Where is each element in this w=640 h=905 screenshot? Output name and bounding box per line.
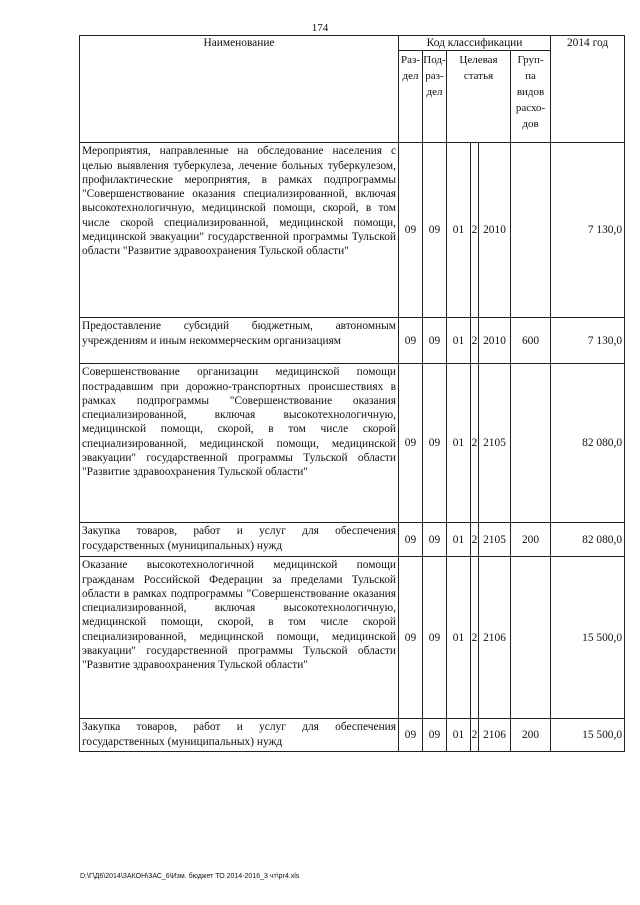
- table-row: [80, 719, 625, 752]
- row-amount: 82 080,0: [551, 364, 625, 523]
- row-podrazdel: 09: [423, 318, 447, 364]
- page-number: 174: [311, 22, 329, 34]
- header-razdel: Раз- дел: [399, 51, 423, 143]
- row-vid: 200: [511, 719, 551, 752]
- row-celevaya-2: 2: [471, 143, 479, 318]
- row-celevaya-3: 2106: [479, 719, 511, 752]
- row-amount: 7 130,0: [551, 143, 625, 318]
- row-podrazdel: 09: [423, 143, 447, 318]
- row-name: Закупка товаров, работ и услуг для обеспечения государственных (муниципальных) нужд: [80, 719, 399, 752]
- row-celevaya-1: 01: [447, 143, 471, 318]
- row-celevaya-3: 2010: [479, 143, 511, 318]
- row-razdel: 09: [399, 557, 423, 719]
- header-name: Наименование: [80, 36, 399, 143]
- row-name: Предоставление субсидий бюджетным, автономным учреждениям и иным некоммерческим организациям: [80, 318, 399, 364]
- row-razdel: 09: [399, 364, 423, 523]
- table-row: [80, 318, 625, 364]
- row-celevaya-2: 2: [471, 318, 479, 364]
- row-amount: 7 130,0: [551, 318, 625, 364]
- row-podrazdel: 09: [423, 719, 447, 752]
- row-vid: [511, 143, 551, 318]
- row-celevaya-1: 01: [447, 364, 471, 523]
- row-vid: 200: [511, 523, 551, 557]
- row-podrazdel: 09: [423, 557, 447, 719]
- row-razdel: 09: [399, 719, 423, 752]
- row-celevaya-2: 2: [471, 557, 479, 719]
- row-celevaya-1: 01: [447, 719, 471, 752]
- row-amount: 82 080,0: [551, 523, 625, 557]
- row-name: Мероприятия, направленные на обследование населения с целью выявления туберкулеза, лечение больных туберкулезом, профилактические мероприятия, в рамках подпрограммы "Совершенствование оказания специализированной, включая высокотехнологичную, медицинской помощи, скорой, в том числе скорой специализированной, медицинской помощи, медицинской эвакуации" государственной программы Тульской области "Развитие здравоохранения Тульской области": [80, 143, 399, 318]
- row-celevaya-3: 2010: [479, 318, 511, 364]
- row-vid: [511, 557, 551, 719]
- header-gruppa: Груп- па видов расхо- дов: [511, 51, 551, 143]
- budget-table: [79, 35, 625, 752]
- row-vid: 600: [511, 318, 551, 364]
- table-row: [80, 143, 625, 318]
- header-podrazdel: Под- раз- дел: [423, 51, 447, 143]
- table-row: [80, 557, 625, 719]
- row-celevaya-3: 2105: [479, 523, 511, 557]
- row-razdel: 09: [399, 143, 423, 318]
- table-row: [80, 364, 625, 523]
- row-razdel: 09: [399, 318, 423, 364]
- row-amount: 15 500,0: [551, 719, 625, 752]
- table-body: [80, 36, 625, 752]
- file-path-footer: D:\Г\Д6\2014\ЗАКОН\ЗАС_6\Изм. бюджет ТО 2014-2016_3 чт\pr4.xls: [80, 873, 300, 880]
- row-podrazdel: 09: [423, 364, 447, 523]
- header-year: 2014 год: [551, 36, 625, 143]
- row-celevaya-1: 01: [447, 557, 471, 719]
- row-vid: [511, 364, 551, 523]
- row-celevaya-2: 2: [471, 364, 479, 523]
- row-celevaya-1: 01: [447, 523, 471, 557]
- header-code: Код классификации: [399, 36, 551, 51]
- row-podrazdel: 09: [423, 523, 447, 557]
- row-celevaya-1: 01: [447, 318, 471, 364]
- row-name: Совершенствование организации медицинской помощи пострадавшим при дорожно-транспортных происшествиях в рамках подпрограммы "Совершенствование оказания специализированной, включая высокотехнологичную, медицинской помощи, скорой, в том числе скорой специализированной, медицинской помощи, медицинской эвакуации" государственной программы Тульской области "Развитие здравоохранения Тульской области": [80, 364, 399, 523]
- row-razdel: 09: [399, 523, 423, 557]
- row-celevaya-2: 2: [471, 719, 479, 752]
- row-name: Закупка товаров, работ и услуг для обеспечения государственных (муниципальных) нужд: [80, 523, 399, 557]
- table-row: [80, 523, 625, 557]
- row-name: Оказание высокотехнологичной медицинской помощи гражданам Российской Федерации за пределами Тульской области в рамках подпрограммы "Совершенствование оказания специализированной, включая высокотехнологичную, медицинской помощи, скорой, в том числе скорой специализированной, медицинской помощи, медицинской эвакуации" государственной программы Тульской области "Развитие здравоохранения Тульской области": [80, 557, 399, 719]
- header-celevaya: Целевая статья: [447, 51, 511, 143]
- row-celevaya-3: 2105: [479, 364, 511, 523]
- row-celevaya-3: 2106: [479, 557, 511, 719]
- row-celevaya-2: 2: [471, 523, 479, 557]
- header-row-1: [80, 36, 625, 51]
- row-amount: 15 500,0: [551, 557, 625, 719]
